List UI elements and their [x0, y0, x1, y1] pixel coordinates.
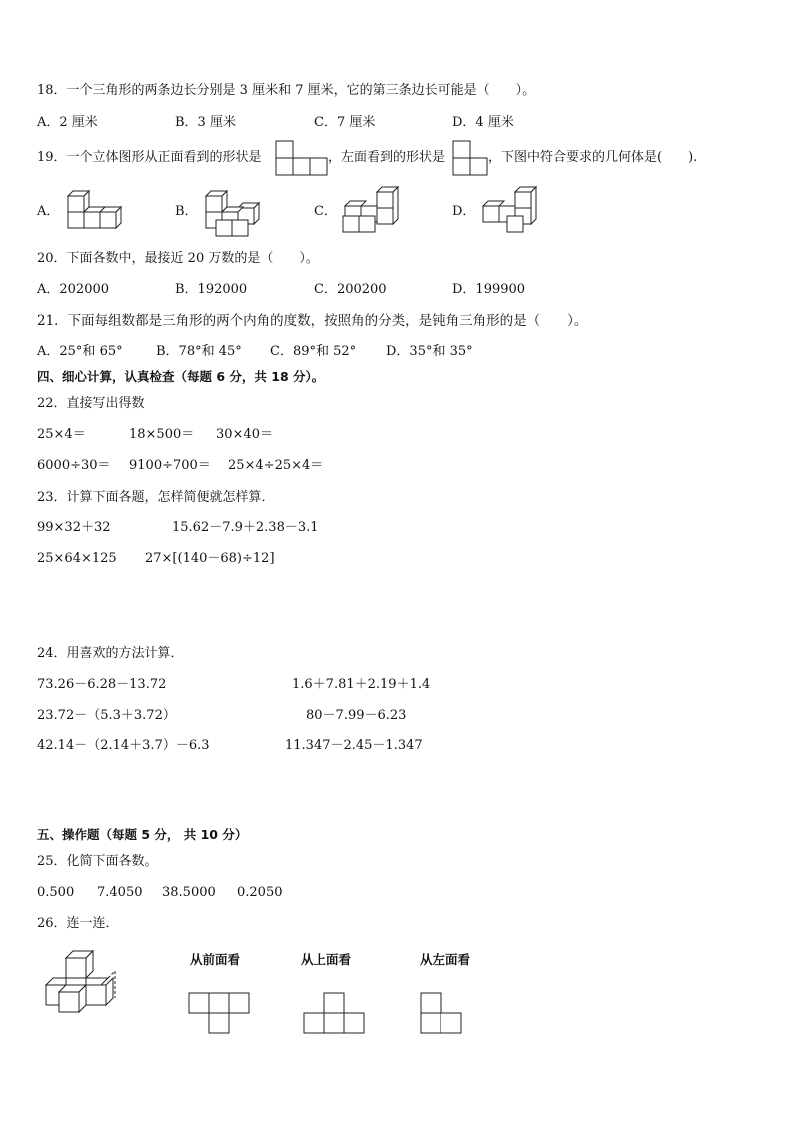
- q19-option-b[interactable]: B．: [175, 204, 198, 219]
- q19-option-d-cube-figure: [478, 186, 548, 236]
- q21-stem: 21．下面每组数都是三角形的两个内角的度数，按照角的分类，是钝角三角形的是（ ）。: [37, 313, 588, 329]
- q20-stem: 20．下面各数中，最接近 20 万数的是（ ）。: [37, 251, 319, 266]
- q24-item: 11.347－2.45－1.347: [285, 738, 423, 753]
- front-view-shape-figure: [275, 140, 327, 176]
- q19-option-c-cube-figure: [340, 186, 410, 236]
- q23-item: 15.62－7.9＋2.38－3.1: [172, 520, 319, 535]
- q24-item: 42.14－（2.14＋3.7）－6.3: [37, 738, 210, 753]
- q19-stem-part3: ，下图中符合要求的几何体是( ).: [488, 150, 698, 165]
- q25-stem: 25．化简下面各数。: [37, 854, 158, 869]
- q26-stem: 26．连一连．: [37, 916, 119, 931]
- q24-item: 73.26－6.28－13.72: [37, 677, 167, 692]
- top-view-drawing[interactable]: [303, 992, 365, 1036]
- q22-item: 9100÷700＝: [129, 458, 211, 473]
- q22-item: 25×4÷25×4＝: [228, 458, 324, 473]
- q20-option-c[interactable]: C．200200: [314, 282, 387, 297]
- q21-option-a[interactable]: A．25°和 65°: [37, 344, 123, 359]
- view-label-front: 从前面看: [190, 952, 241, 967]
- q18-stem: 18．一个三角形的两条边长分别是 3 厘米和 7 厘米，它的第三条边长可能是（ ）。: [37, 83, 536, 98]
- q19-option-a-cube-figure: [65, 190, 135, 230]
- q21-option-c[interactable]: C．89°和 52°: [270, 344, 357, 359]
- q19-stem-part2: ，左面看到的形状是: [328, 150, 446, 165]
- q20-option-b[interactable]: B．192000: [175, 282, 248, 297]
- q18-option-a[interactable]: A．2 厘米: [37, 115, 98, 130]
- section5-title: 五、操作题（每题 5 分， 共 10 分）: [37, 827, 248, 842]
- q25-value: 0.500: [37, 885, 75, 900]
- q21-option-d[interactable]: D．35°和 35°: [386, 344, 473, 359]
- q25-value: 38.5000: [162, 885, 216, 900]
- q24-item: 23.72－（5.3＋3.72）: [37, 708, 176, 723]
- section4-title: 四、细心计算，认真检查（每题 6 分，共 18 分）。: [37, 369, 325, 384]
- front-view-drawing[interactable]: [188, 992, 250, 1036]
- q19-option-c[interactable]: C．: [314, 204, 337, 219]
- q19-option-a[interactable]: A．: [37, 204, 60, 219]
- q24-item: 1.6＋7.81＋2.19＋1.4: [292, 677, 431, 692]
- q22-stem: 22．直接写出得数: [37, 396, 145, 411]
- q22-item: 25×4＝: [37, 427, 86, 442]
- q22-item: 30×40＝: [216, 427, 273, 442]
- q26-solid-figure: [43, 948, 133, 1016]
- q24-stem: 24．用喜欢的方法计算．: [37, 646, 184, 661]
- q25-value: 7.4050: [97, 885, 143, 900]
- left-view-drawing[interactable]: [420, 992, 464, 1036]
- q21-option-b[interactable]: B．78°和 45°: [156, 344, 242, 359]
- q24-item: 80－7.99－6.23: [306, 708, 407, 723]
- q23-item: 99×32＋32: [37, 520, 111, 535]
- q18-option-d[interactable]: D．4 厘米: [452, 115, 514, 130]
- q19-stem-part1: 19．一个立体图形从正面看到的形状是: [37, 150, 262, 165]
- q18-option-b[interactable]: B．3 厘米: [175, 115, 236, 130]
- q18-option-c[interactable]: C．7 厘米: [314, 115, 376, 130]
- q23-stem: 23．计算下面各题，怎样简便就怎样算．: [37, 490, 275, 505]
- view-label-top: 从上面看: [301, 952, 352, 967]
- q22-item: 18×500＝: [129, 427, 195, 442]
- left-view-shape-figure: [452, 140, 488, 176]
- q19-option-b-cube-figure: [203, 190, 273, 238]
- view-label-left: 从左面看: [420, 952, 471, 967]
- q25-value: 0.2050: [237, 885, 283, 900]
- q19-option-d[interactable]: D．: [452, 204, 476, 219]
- q20-option-a[interactable]: A．202000: [37, 282, 110, 297]
- q22-item: 6000÷30＝: [37, 458, 111, 473]
- q23-item: 27×[(140－68)÷12]: [145, 551, 275, 566]
- q20-option-d[interactable]: D．199900: [452, 282, 526, 297]
- q23-item: 25×64×125: [37, 551, 117, 566]
